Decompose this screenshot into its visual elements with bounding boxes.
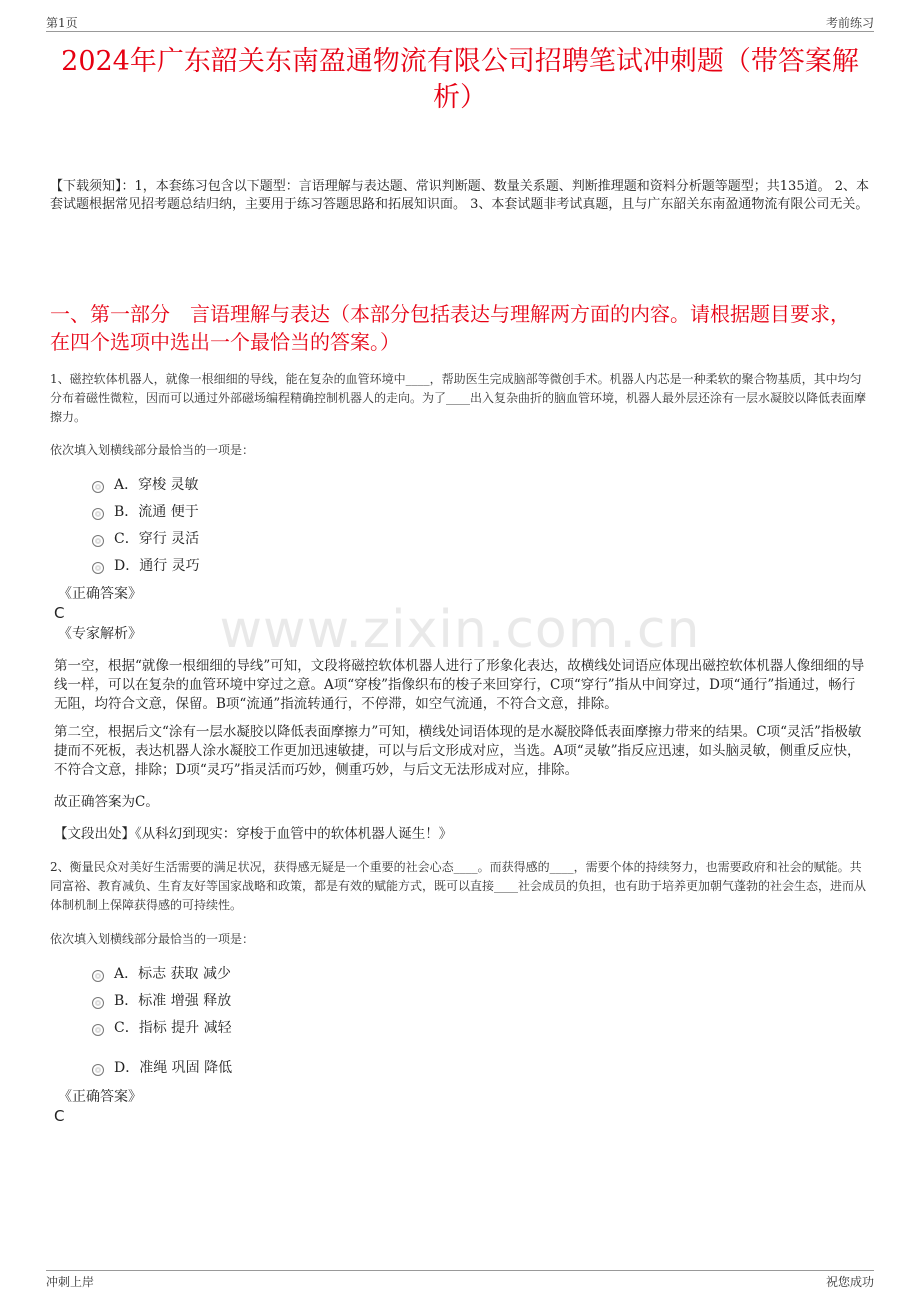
header-right-label: 考前练习: [825, 16, 874, 30]
question-1-option-c[interactable]: [92, 529, 199, 549]
page-number: 第1页: [46, 16, 78, 30]
question-1-analysis-paragraph-1: 第一空，根据“就像一根细细的导线”可知，文段将磁控软体机器人进行了形象化表达，故横线处词语应体现出磁控软体机器人像细细的导线一样，可以在复杂的血管环境中穿过之意。A项“穿梭”指像织布的梭子来回穿行，C项“穿行”指从中间穿过，D项“通行”指通过，畅行无阻，均符合文意，保留。B项“流通”指流转通行，不停滞，如空气流通，不符合文意，排除。: [54, 658, 865, 712]
question-1-prompt: 依次填入划横线部分最恰当的一项是：: [50, 443, 255, 457]
question-2-stem: 2、衡量民众对美好生活需要的满足状况，获得感无疑是一个重要的社会心态____。而获得感的____，需要个体的持续努力，也需要政府和社会的赋能。共同富裕、教育减负、生育友好等国家战略和政策，都是有效的赋能方式，既可以直接____社会成员的负担，也有助于培养更加朝气蓬勃的社会生态，进而从体制机制上保障获得感的可持续性。: [50, 860, 867, 912]
download-notice: 【下载须知】：1，本套练习包含以下题型：言语理解与表达题、常识判断题、数量关系题、判断推理题和资料分析题等题型；共135道。 2、本套试题根据常见招考题总结归纳，主要用于练习答题思路和拓展知识面。 3、本套试题非考试真题，且与广东韶关东南盈通物流有限公司无关。: [50, 179, 869, 212]
radio-icon[interactable]: [92, 535, 104, 547]
question-2-option-a[interactable]: [92, 964, 231, 984]
radio-icon[interactable]: [92, 1024, 104, 1036]
radio-icon[interactable]: [92, 1064, 104, 1076]
option-label: A．穿梭 灵敏: [114, 477, 199, 493]
question-2-answer: C: [54, 1107, 65, 1125]
option-label: D．通行 灵巧: [114, 558, 200, 574]
footer-right-label: 祝您成功: [825, 1275, 874, 1289]
option-label: C．穿行 灵活: [114, 531, 200, 547]
question-2-option-c[interactable]: [92, 1018, 232, 1038]
question-2-prompt: 依次填入划横线部分最恰当的一项是：: [50, 932, 255, 946]
question-2-option-d[interactable]: [92, 1058, 232, 1078]
question-1-option-b[interactable]: [92, 502, 199, 522]
radio-icon[interactable]: [92, 562, 104, 574]
page-header: [46, 14, 874, 32]
radio-icon[interactable]: [92, 481, 104, 493]
question-1-option-d[interactable]: [92, 556, 200, 576]
question-1-answer-label: 《正确答案》: [58, 586, 142, 602]
question-1-analysis-label: 《专家解析》: [58, 626, 142, 642]
option-label: C．指标 提升 减轻: [114, 1020, 232, 1036]
section-heading: 一、第一部分 言语理解与表达（本部分包括表达与理解两方面的内容。请根据题目要求，在四个选项中选出一个最恰当的答案。）: [50, 302, 850, 354]
question-2-answer-label: 《正确答案》: [58, 1089, 142, 1105]
option-label: D．准绳 巩固 降低: [114, 1060, 233, 1076]
question-2-option-b[interactable]: [92, 991, 231, 1011]
page-footer: [46, 1270, 874, 1291]
question-1-source: 【文段出处】《从科幻到现实：穿梭于血管中的软体机器人诞生！》: [54, 826, 453, 842]
question-1-conclusion: 故正确答案为C。: [54, 794, 159, 810]
question-1-option-a[interactable]: [92, 475, 199, 495]
option-label: A．标志 获取 减少: [114, 966, 232, 982]
option-label: B．流通 便于: [114, 504, 199, 520]
radio-icon[interactable]: [92, 508, 104, 520]
option-label: B．标准 增强 释放: [114, 993, 232, 1009]
watermark: www.zixin.com.cn: [219, 600, 701, 660]
radio-icon[interactable]: [92, 997, 104, 1009]
footer-left-label: 冲刺上岸: [46, 1275, 95, 1289]
document-title: 2024年广东韶关东南盈通物流有限公司招聘笔试冲刺题（带答案解析）: [61, 46, 859, 113]
question-1-stem: 1、磁控软体机器人，就像一根细细的导线，能在复杂的血管环境中____，帮助医生完成脑部等微创手术。机器人内芯是一种柔软的聚合物基质，其中均匀分布着磁性微粒，因而可以通过外部磁场编程精确控制机器人的走向。为了____出入复杂曲折的脑血管环境，机器人最外层还涂有一层水凝胶以降低表面摩擦力。: [50, 372, 867, 424]
question-1-answer: C: [54, 604, 65, 622]
question-1-analysis-paragraph-2: 第二空，根据后文“涂有一层水凝胶以降低表面摩擦力”可知，横线处词语体现的是水凝胶降低表面摩擦力带来的结果。C项“灵活”指极敏捷而不死板，表达机器人涂水凝胶工作更加迅速敏捷，可以与后文形成对应，当选。A项“灵敏”指反应迅速，如头脑灵敏，侧重反应快，不符合文意，排除；D项“灵巧”指灵活而巧妙，侧重巧妙，与后文无法形成对应，排除。: [54, 724, 862, 778]
radio-icon[interactable]: [92, 970, 104, 982]
